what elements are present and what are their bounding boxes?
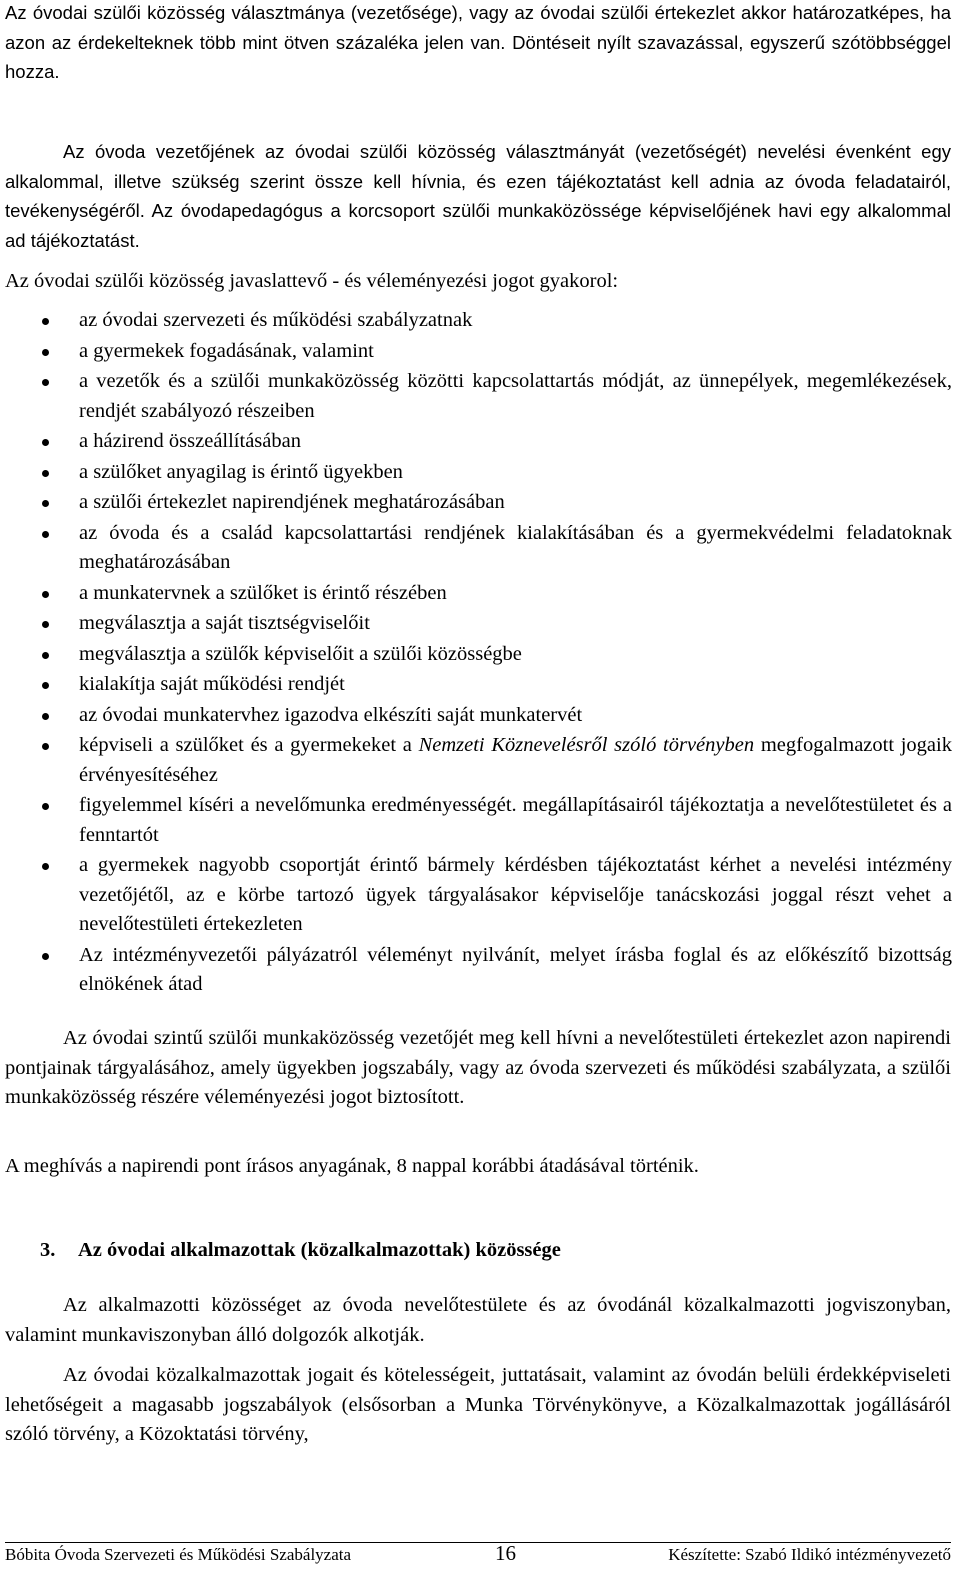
bullet-icon [42, 953, 49, 960]
bullet-icon [42, 379, 49, 386]
bullet-icon [42, 531, 49, 538]
bullet-icon [42, 743, 49, 750]
section-number: 3. [40, 1239, 56, 1261]
list-item: a vezetők és a szülői munkaközösség közötti kapcsolattartás módját, az ünnepélyek, megemlékezések, rendjét szabályozó részeiben [0, 367, 952, 426]
list-item: az óvodai szervezeti és működési szabályzatnak [0, 306, 952, 336]
bullet-icon [42, 349, 49, 356]
bullet-icon [42, 591, 49, 598]
list-item: a munkatervnek a szülőket is érintő részében [0, 579, 952, 609]
list-item: megválasztja a saját tisztségviselőit [0, 609, 952, 639]
paragraph-quorum: Az óvodai szülői közösség választmánya (vezetősége), vagy az óvodai szülői értekezlet akkor határozatképes, ha azon az érdekelteknek több mint ötven százaléka jelen van. Döntéseit nyílt szavazással, egyszerű szótöbbséggel hozza. [5, 2, 951, 82]
footer-author: Készítette: Szabó Ildikó intézményvezető [668, 1545, 951, 1564]
list-item: az óvoda és a család kapcsolattartási rendjének kialakításában és a gyermekvédelmi feladatoknak meghatározásában [0, 519, 952, 578]
section-title: Az óvodai alkalmazottak (közalkalmazottak) közössége [78, 1239, 561, 1261]
bullet-icon [42, 621, 49, 628]
rights-list [0, 306, 952, 1001]
list-item: az óvodai munkatervhez igazodva elkészíti saját munkatervét [0, 701, 952, 731]
list-item: a gyermekek fogadásának, valamint [0, 337, 952, 367]
list-item: a szülőket anyagilag is érintő ügyekben [0, 458, 952, 488]
bullet-icon [42, 470, 49, 477]
law-reference: Nemzeti Köznevelésről szóló törvényben [418, 734, 755, 756]
bullet-icon [42, 803, 49, 810]
paragraph-rights-intro: Az óvodai szülői közösség javaslattevő - és véleményezési jogot gyakorol: [5, 270, 619, 292]
paragraph-invitation: Az óvodai szintű szülői munkaközösség vezetőjét meg kell hívni a nevelőtestületi értekezlet azon napirendi pontjainak tárgyalásához, amely ügyekben jogszabály, vagy az óvoda szervezeti és működési szabályzata, a szülői munkaközösség részére véleményezési jogot biztosított. [5, 1027, 951, 1108]
bullet-icon [42, 682, 49, 689]
paragraph-invitation-deadline: A meghívás a napirendi pont írásos anyagának, 8 nappal korábbi átadásával történik. [5, 1155, 699, 1177]
footer-document-title: Bóbita Óvoda Szervezeti és Működési Szabályzata [5, 1545, 352, 1564]
bullet-icon [42, 713, 49, 720]
bullet-icon [42, 500, 49, 507]
list-item: Az intézményvezetői pályázatról véleményt nyilvánít, melyet írásba foglal és az előkészítő bizottság elnökének átad [0, 941, 952, 1000]
list-item: a gyermekek nagyobb csoportját érintő bármely kérdésben tájékoztatást kérhet a nevelési intézmény vezetőjétől, az e körbe tartozó ügyek tárgyalásakor képviselője tanácskozási joggal részt vehet a nevelőtestületi értekezleten [0, 851, 952, 940]
list-item: a házirend összeállításában [0, 427, 952, 457]
bullet-icon [42, 318, 49, 325]
paragraph-staff-community: Az alkalmazotti közösséget az óvoda nevelőtestülete és az óvodánál közalkalmazotti jogviszonyban, valamint munkaviszonyban álló dolgozók alkotják. [5, 1294, 951, 1346]
list-item: képviseli a szülőket és a gyermekeket a Nemzeti Köznevelésről szóló törvényben megfogalmazott jogaik érvényesítéséhez [0, 731, 952, 790]
list-item: figyelemmel kíséri a nevelőmunka eredményességét. megállapításairól tájékoztatja a nevelőtestületet és a fenntartót [0, 791, 952, 850]
section-heading [40, 1236, 561, 1266]
paragraph-director-meeting: Az óvoda vezetőjének az óvodai szülői közösség választmányát (vezetőségét) nevelési évenként egy alkalommal, illetve szükség szerint össze kell hívnia, és ezen tájékoztatást kell adnia az óvoda feladatairól, tevékenységéről. Az óvodapedagógus a korcsoport szülői munkaközössége képviselőjének havi egy alkalommal ad tájékoztatást. [5, 141, 951, 251]
list-item: megválasztja a szülők képviselőit a szülői közösségbe [0, 640, 952, 670]
bullet-icon [42, 863, 49, 870]
list-item: kialakítja saját működési rendjét [0, 670, 952, 700]
page-number: 16 [495, 1541, 516, 1565]
paragraph-staff-rights: Az óvodai közalkalmazottak jogait és kötelességeit, juttatásait, valamint az óvodán belüli érdekképviseleti lehetőségeit a magasabb jogszabályok (elsősorban a Munka Törvénykönyve, a Közalkalmazottak jogállásáról szóló törvény, a Közoktatási törvény, [5, 1364, 951, 1445]
list-item: a szülői értekezlet napirendjének meghatározásában [0, 488, 952, 518]
bullet-icon [42, 439, 49, 446]
bullet-icon [42, 652, 49, 659]
